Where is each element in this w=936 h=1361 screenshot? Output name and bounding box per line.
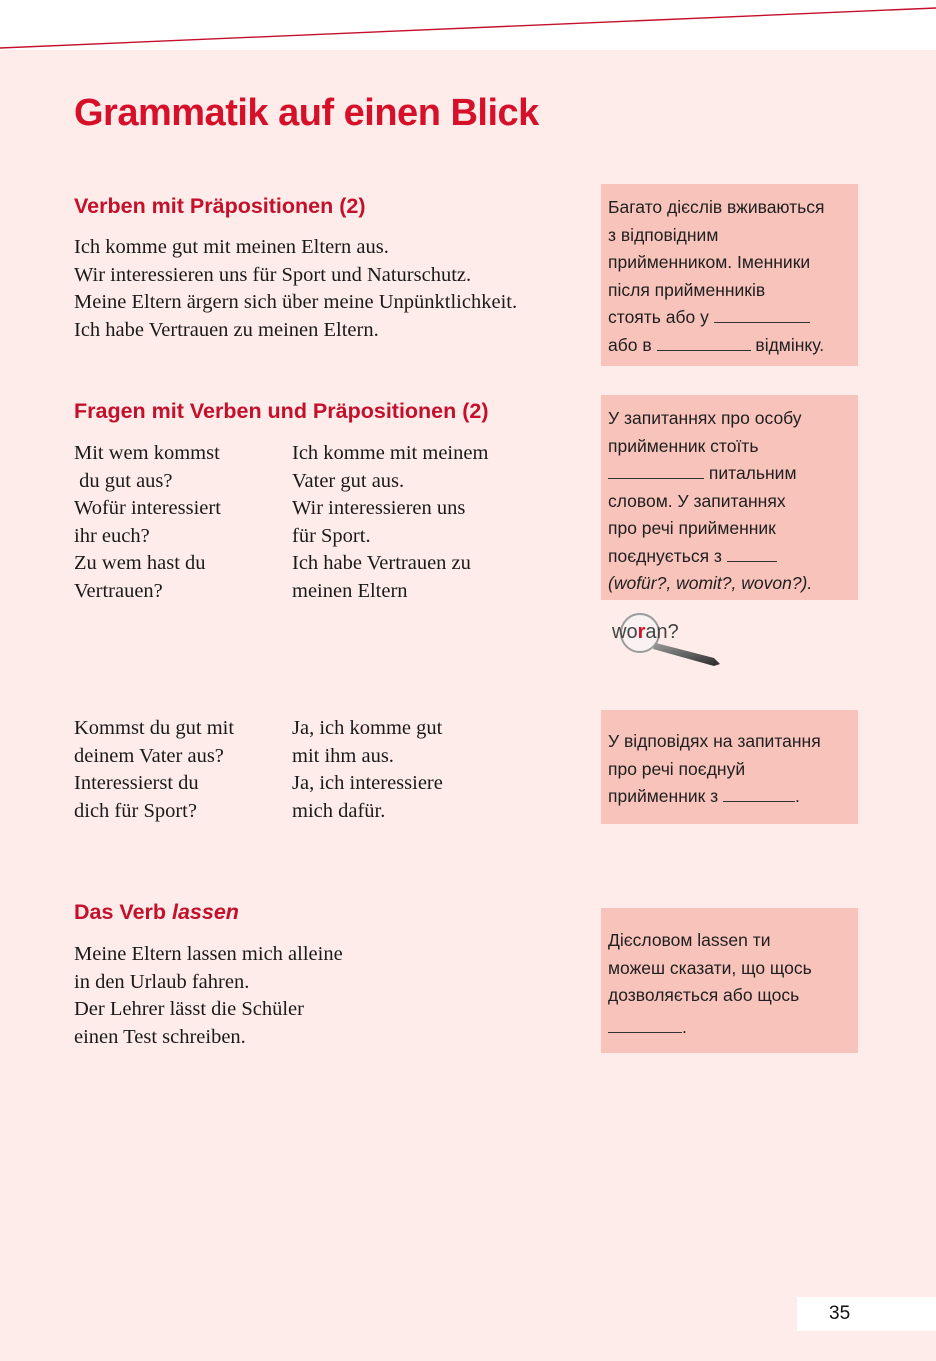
example-line: einen Test schreiben.: [74, 1025, 246, 1048]
answer-line: Wir interessieren uns: [292, 497, 466, 519]
heading-keyword: lassen: [172, 900, 239, 924]
note-line: [608, 304, 852, 332]
example-line: Ich habe Vertrauen zu meinen Eltern.: [74, 318, 379, 341]
logo-highlight: r: [637, 621, 646, 643]
answer-line: meinen Eltern: [292, 579, 408, 602]
heading-fragen-mit-verben: Fragen mit Verben und Präpositionen (2): [74, 399, 489, 423]
note-line: дозволяється або щось: [608, 985, 800, 1005]
answer-line: mit ihm aus.: [292, 744, 394, 767]
note-line: прийменник стоїть: [608, 435, 759, 456]
fill-in-blank[interactable]: [608, 460, 704, 479]
note-line: [608, 460, 852, 488]
page-number: 35: [829, 1303, 851, 1324]
logo-prefix: wo: [612, 621, 638, 643]
note-line: про речі поєднуй: [608, 758, 746, 779]
example-line: Ich komme gut mit meinen Eltern aus.: [74, 236, 389, 258]
heading-das-verb-lassen: [74, 900, 239, 925]
logo-suffix: an?: [645, 621, 679, 643]
note-line: про речі прийменник: [608, 518, 776, 538]
question-line: Kommst du gut mit: [74, 717, 235, 739]
note-line: після прийменників: [608, 279, 766, 300]
note-line: [608, 543, 852, 571]
note-line: з відповідним: [608, 224, 719, 245]
note-line: прийменником. Іменники: [608, 252, 811, 272]
question-line: deinem Vater aus?: [74, 744, 224, 767]
note-text: стоять або у: [608, 307, 709, 327]
note-line: У відповідях на запитання: [608, 731, 821, 751]
note-line: [608, 332, 852, 360]
note-box-lassen: [601, 908, 858, 1053]
example-line: Der Lehrer lässt die Schüler: [74, 998, 304, 1020]
fill-in-blank[interactable]: [714, 304, 810, 323]
example-line: Meine Eltern ärgern sich über meine Unpünktlichkeit.: [74, 291, 518, 313]
note-box-antworten: [601, 710, 858, 824]
fill-in-blank[interactable]: [657, 332, 751, 351]
note-text: поєднується з: [608, 545, 722, 566]
note-line: Дієсловом lassen ти: [608, 930, 771, 950]
answer-line: für Sport.: [292, 524, 371, 547]
question-line: Zu wem hast du: [74, 552, 206, 574]
fill-in-blank[interactable]: [608, 1014, 682, 1033]
questions-column: [74, 715, 234, 825]
example-line: Wir interessieren uns für Sport und Naturschutz.: [74, 263, 472, 286]
answers-column: [292, 715, 443, 825]
answer-line: Ja, ich interessiere: [292, 772, 443, 794]
question-line: dich für Sport?: [74, 799, 197, 822]
woran-logo: [610, 612, 725, 672]
question-line: Vertrauen?: [74, 579, 163, 602]
question-line: Wofür interessiert: [74, 497, 221, 519]
question-line: Interessierst du: [74, 772, 199, 794]
note-box-verben: [601, 184, 858, 366]
answer-line: Ich komme mit meinem: [292, 442, 489, 464]
verben-examples: [74, 234, 517, 344]
note-text: відмінку.: [755, 334, 825, 355]
heading-text: Das Verb: [74, 900, 172, 924]
answer-line: mich dafür.: [292, 799, 386, 822]
note-text: прийменник з: [608, 786, 719, 806]
note-text: або в: [608, 334, 652, 355]
lassen-examples: [74, 941, 343, 1051]
heading-verben-mit-praepositionen: Verben mit Präpositionen (2): [74, 194, 366, 218]
note-line: прийменник з .: [608, 783, 852, 811]
example-line: in den Urlaub fahren.: [74, 970, 250, 993]
note-text: питальним: [708, 463, 797, 483]
answer-line: Ich habe Vertrauen zu: [292, 552, 471, 574]
note-line: Багато дієслів вживаються: [608, 197, 825, 217]
answer-line: Vater gut aus.: [292, 469, 405, 492]
answers-column: [292, 440, 488, 605]
note-line: словом. У запитаннях: [608, 490, 786, 511]
page-title: Grammatik auf einen Blick: [74, 92, 539, 134]
example-line: Meine Eltern lassen mich alleine: [74, 943, 343, 965]
page-number-tab: [797, 1297, 936, 1331]
logo-text: [612, 621, 679, 644]
note-line: У запитаннях про особу: [608, 408, 802, 428]
note-line: .: [608, 1014, 852, 1042]
note-line: (wofür?, womit?, wovon?).: [608, 573, 813, 593]
question-line: du gut aus?: [74, 469, 173, 492]
question-line: ihr euch?: [74, 524, 150, 547]
answer-line: Ja, ich komme gut: [292, 717, 443, 739]
questions-column: [74, 440, 221, 605]
fill-in-blank[interactable]: [727, 543, 777, 562]
header-rule: [0, 0, 936, 60]
fill-in-blank[interactable]: [723, 783, 795, 802]
note-line: можеш сказати, що щось: [608, 957, 812, 978]
question-line: Mit wem kommst: [74, 442, 220, 464]
note-box-fragen: [601, 395, 858, 600]
